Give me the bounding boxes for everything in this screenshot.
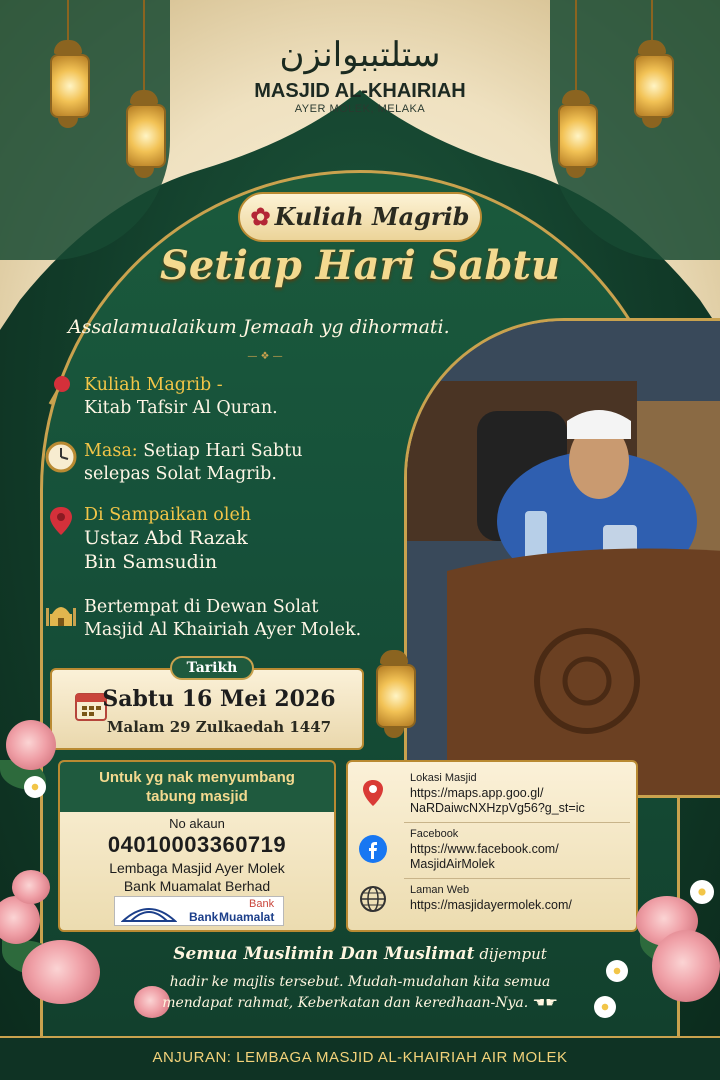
lantern-chain: [651, 0, 653, 40]
contact-location[interactable]: [358, 772, 628, 816]
globe-icon: [358, 884, 388, 914]
detail-topic-highlight: Kuliah Magrib -: [84, 375, 223, 395]
speaker-name-line2: Bin Samsudin: [84, 551, 218, 573]
bank-emblem-icon: [121, 901, 177, 923]
lantern-chain: [143, 0, 145, 90]
map-marker-icon: [358, 778, 388, 808]
title-pill: [238, 192, 482, 242]
date-label: Tarikh: [170, 656, 254, 680]
detail-speaker: [44, 504, 404, 580]
bank-logo-text: Muamalat: [219, 910, 275, 924]
detail-time-text: [84, 440, 414, 486]
account-name: Lembaga Masjid Ayer Molek: [109, 860, 285, 876]
speaker-name-line1: Ustaz Abd Razak: [84, 527, 248, 549]
donation-box: [58, 760, 336, 932]
detail-venue-text: [84, 596, 414, 642]
account-number: 04010003360719: [107, 832, 287, 857]
speaker-photo: [404, 318, 720, 798]
contact-facebook-label: Facebook: [410, 828, 459, 840]
contact-divider: [404, 822, 630, 823]
date-hijri: Malam 29 Zulkaedah 1447: [106, 718, 332, 736]
closing-invited: dijemput: [474, 945, 547, 963]
contact-divider: [404, 878, 630, 879]
contact-box: [346, 760, 638, 932]
contact-website[interactable]: [358, 884, 628, 920]
clock-icon: [44, 440, 78, 474]
closing-invitation: [0, 944, 720, 964]
donation-heading-line1: Untuk yg nak menyumbang: [99, 769, 295, 786]
facebook-icon: [358, 834, 388, 864]
donation-heading-line2: tabung masjid: [146, 788, 248, 805]
location-pin-icon: [44, 504, 78, 538]
contact-facebook[interactable]: [358, 828, 628, 872]
footer-organizer: ANJURAN: LEMBAGA MASJID AL-KHAIRIAH AIR MOLEK: [0, 1036, 720, 1080]
masjid-location: AYER MOLEK, MELAKA: [294, 103, 426, 115]
ornament-divider: — ❖ —: [247, 351, 283, 362]
detail-topic-line2: Kitab Tafsir Al Quran.: [84, 398, 278, 418]
contact-website-label: Laman Web: [410, 884, 470, 896]
lantern-icon: [554, 90, 598, 182]
bank-muamalat-logo: [114, 896, 284, 926]
lantern-icon: [46, 40, 90, 132]
closing-line3: mendapat rahmat, Keberkatan dan keredhaan-Nya.: [162, 995, 529, 1011]
lantern-icon: [372, 650, 416, 742]
speaker-illustration: [407, 321, 720, 798]
pin-icon: [44, 374, 78, 408]
contact-website-link[interactable]: https://masjidayermolek.com/: [410, 898, 572, 912]
closing-prayer: [0, 972, 720, 1014]
daisy-decoration: [690, 880, 714, 904]
contact-location-link[interactable]: https://maps.app.goo.gl/ NaRDaiwcNXHzpVg56?g_st=ic: [410, 786, 585, 815]
masjid-header: [0, 30, 720, 115]
detail-venue-line1: Bertempat di Dewan Solat: [84, 597, 319, 617]
daisy-decoration: [24, 776, 46, 798]
date-main: Sabtu 16 Mei 2026: [102, 686, 336, 712]
title-pill-text: Kuliah Magrib: [274, 202, 470, 231]
rose-icon: ✿: [250, 202, 271, 231]
donation-heading: [60, 762, 334, 812]
greeting: Assalamualaikum Jemaah yg dihormati.: [68, 316, 450, 338]
detail-time: [44, 440, 404, 490]
detail-topic: [44, 374, 404, 424]
bank-logo-prefix: Bank: [189, 910, 219, 924]
rose-decoration: [6, 720, 56, 770]
lantern-icon: [630, 40, 674, 132]
detail-venue: [44, 596, 404, 646]
detail-speaker-text: [84, 504, 414, 575]
bank-logo-top: Bank: [249, 898, 275, 910]
account-label: No akaun: [169, 816, 225, 831]
contact-location-label: Lokasi Masjid: [410, 772, 477, 784]
detail-venue-line2: Masjid Al Khairiah Ayer Molek.: [84, 620, 362, 640]
detail-topic-text: [84, 374, 414, 420]
contact-facebook-link[interactable]: https://www.facebook.com/ MasjidAirMolek: [410, 842, 559, 871]
masjid-name: MASJID AL-KHAIRIAH: [254, 80, 466, 102]
closing-bold: Semua Muslimin Dan Muslimat: [173, 944, 475, 964]
lantern-chain: [575, 0, 577, 90]
lantern-icon: [122, 90, 166, 182]
mosque-icon: [44, 596, 78, 630]
rose-decoration: [12, 870, 50, 904]
detail-time-highlight: Masa:: [84, 441, 138, 461]
lantern-chain: [67, 0, 69, 40]
arabic-calligraphy: ﺳﺘﻠﺘﺒﺒﻮﺍﻧﺰﻥ: [279, 35, 441, 75]
detail-speaker-highlight: Di Sampaikan oleh: [84, 505, 252, 525]
detail-time-line2: selepas Solat Magrib.: [84, 464, 277, 484]
detail-time-line1: Setiap Hari Sabtu: [137, 441, 303, 461]
main-title: Setiap Hari Sabtu: [159, 242, 561, 289]
praying-hands-icon: ☚☛: [532, 995, 558, 1011]
bank-name: Bank Muamalat Berhad: [123, 878, 271, 894]
closing-line2: hadir ke majlis tersebut. Mudah-mudahan kita semua: [169, 974, 551, 990]
